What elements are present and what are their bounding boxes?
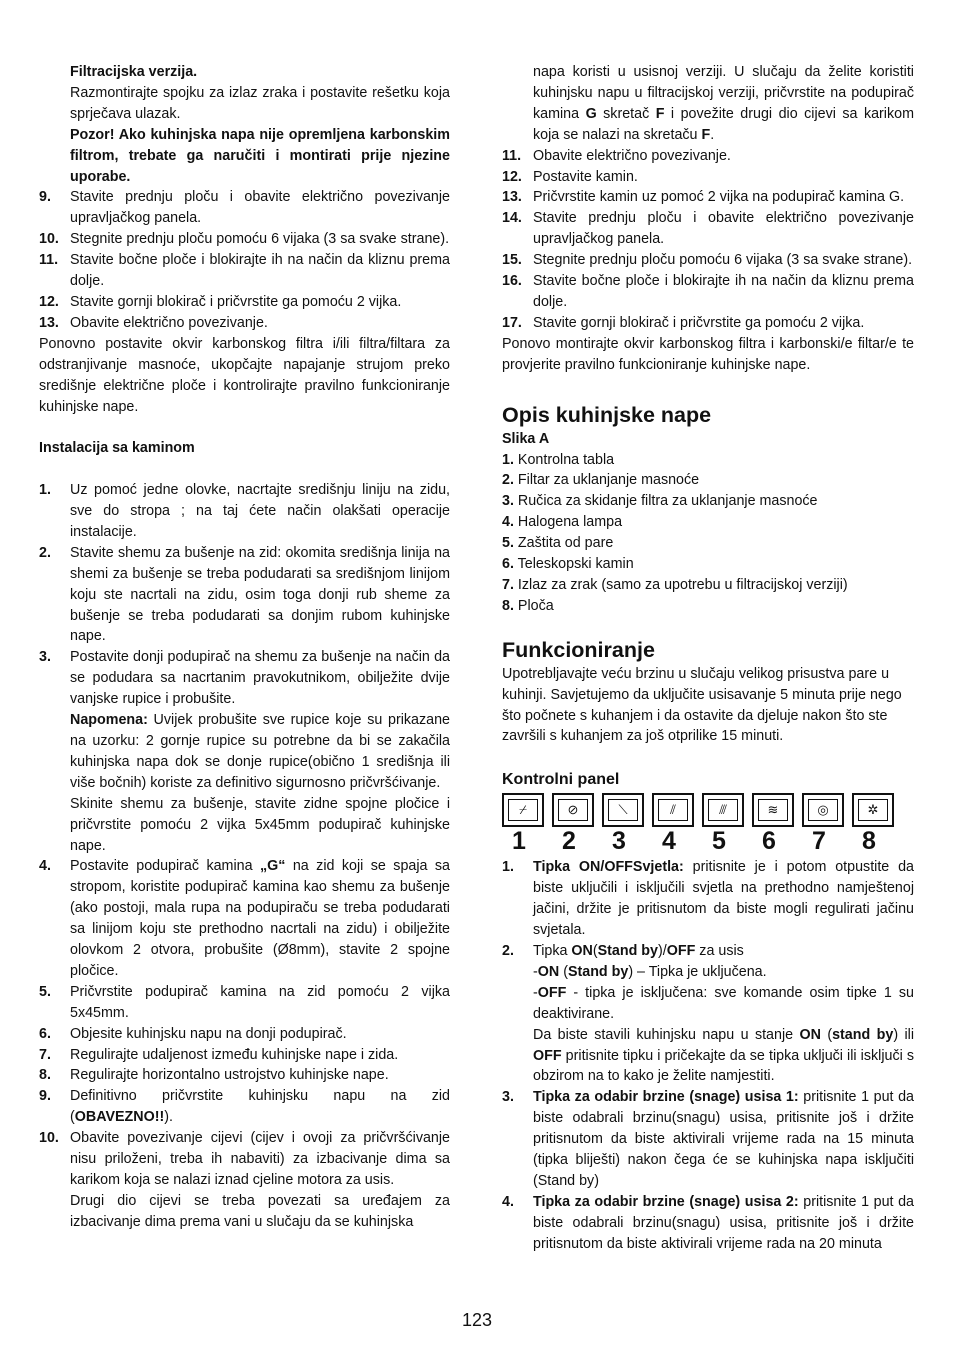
control-panel-buttons (502, 793, 914, 827)
list-item: 16. Stavite bočne ploče i blokirajte ih na način da kliznu prema dolje. (502, 273, 914, 310)
step-9: 9. Definitivno pričvrstite kuhinjsku napu na zid (OBAVEZNO!!). (39, 1088, 450, 1126)
light-icon: ⌿ (502, 793, 544, 827)
key-1: 1. Tipka ON/OFFSvjetla: pritisnite je i potom otpustite da biste uključili i isključili svjetla na prethodno namještenoj jačini, držite je pritisnutom da biste mogli regulirati jačinu svjetala. (502, 859, 914, 939)
page-number: 123 (461, 1310, 493, 1330)
list-item: 17. Stavite gornji blokirač i pričvrstite ga pomoću 2 vijka. (502, 314, 865, 331)
operation-title: Funkcioniranje (502, 637, 655, 662)
step-10-continued: Drugi dio cijevi se treba povezati sa uređajem za izbacivanje dima prema vani u slučaju da se kuhinjska (70, 1192, 450, 1230)
list-item: 2. Stavite shemu za bušenje na zid: okomita središnja linija na shemi za bušenje se treba podudarati sa središnjom linijom koju ste nacrtali na zidu, osim toga donji rub sheme za bušenje se treba podudarati sa donjim rubom kuhinjske nape. (39, 544, 450, 645)
paragraph-reinstall: Ponovno postavite okvir karbonskog filtra i/ili filtra/filtara za odstranjivanje masnoće, ukopčajte napajanje strujom preko središnje električne ploče i kontrolirajte pravilno funkcioniranje kuhinjske nape. (39, 335, 450, 415)
steps-list-a (39, 187, 450, 333)
list-item: 11. Stavite bočne ploče i blokirajte ih na način da kliznu prema dolje. (39, 252, 450, 290)
speed-4-icon: ≋ (752, 793, 794, 827)
list-item: 15. Stegnite prednju ploču pomoću 6 vijaka (3 sa svake strane). (502, 252, 913, 269)
key-2-off: -OFF - tipka je isključena: sve komande osim tipke 1 su deaktivirane. (533, 984, 914, 1022)
left-column (39, 62, 450, 1233)
list-item: 9. Stavite prednju ploču i obavite električno povezivanje upravljačkog panela. (39, 189, 450, 227)
list-item: 5. Pričvrstite podupirač kamina na zid pomoću 2 vijka 5x45mm. (39, 983, 450, 1021)
fan-icon: ✲ (852, 793, 894, 827)
right-column (502, 62, 914, 1255)
list-item: 1. Uz pomoć jedne olovke, nacrtajte središnju liniju na zidu, sve do stropa ; na taj ćete način olakšati operacije instalacije. (39, 482, 450, 540)
key-4: 4. Tipka za odabir brzine (snage) usisa 2: pritisnite 1 put da biste odabrali brzinu(snagu) usisa, pritisnite još i držite pritisnutom da biste aktivirali vrijeme rada na 20 minuta (502, 1193, 914, 1252)
list-item: 8. Regulirajte horizontalno ustrojstvo kuhinjske nape. (39, 1067, 389, 1084)
control-panel-title: Kontrolni panel (502, 771, 620, 789)
note-paragraph: Napomena: Uvijek probušite sve rupice koje su prikazane na uzorku: 2 gornje rupice su potrebne da bi se zakačila kuhinjska napa dok se donje rupice(obično 1 središnja ili više bočnih) koriste za definitivo sigurnosno pričvršćivanje. (70, 712, 450, 791)
panel-number: 8 (862, 827, 876, 856)
key-2-on: -ON (Stand by) – Tipka je uključena. (533, 963, 767, 980)
continued-paragraph: napa koristi u usisnoj verziji. U slučaju da želite koristiti kuhinjsku napu u filtracijskoj verziji, pričvrstite na podupirač kamina G skretač F i povežite drugi dio cijevi sa karikom koja se nalazi na skretaču F. (533, 64, 914, 143)
power-icon: ⊘ (552, 793, 594, 827)
list-item: 13. Obavite električno povezivanje. (39, 314, 268, 331)
panel-number: 7 (812, 827, 826, 856)
paragraph-remount: Ponovo montirajte okvir karbonskog filtra i karbonski/e filtar/e te provjerite pravilno funkcioniranje kuhinjske nape. (502, 335, 914, 373)
operation-text: Upotrebljavajte veću brzinu u slučaju velikog prisustva pare u kuhinji. Savjetujemo da uključite usisavanje 5 minuta prije nego što počnete s kuhanjem i da ostavite da djeluje nakon što ste završili s kuhanjem za još otprilike 15 minuti. (502, 665, 902, 745)
list-item: 12. Postavite kamin. (502, 168, 638, 185)
filtration-text: Razmontirajte spojku za izlaz zraka i postavite rešetku koja sprječava ulazak. (70, 84, 450, 122)
key-2-howto: Da biste stavili kuhinjsku napu u stanje ON (stand by) ili OFF pritisnite tipku i pričekajte da se tipka uključi ili isključi s obzirom na to kako je želite namjestiti. (533, 1026, 914, 1085)
part-item: 4. Halogena lampa (502, 514, 623, 531)
speed-3-icon: ⫻ (702, 793, 744, 827)
panel-number: 5 (712, 827, 726, 856)
panel-number: 3 (612, 827, 626, 856)
step-4: 4. Postavite podupirač kamina „G“ na zid koji se spaja sa stropom, koristite podupirač kamina kao shemu za bušenje (ako postoji, mala rupa na podupiraču se treba podudarati sa linijom koju ste prethodno nacrtali na zidu) i obilježite olovkom 2 otvora, probušite (Ø8mm), stavite 2 spojne pločice. (39, 858, 450, 979)
list-item: 3. Postavite donji podupirač na shemu za bušenje na način da se podudara sa nacrtanim pravokutnikom, obilježite dvije vanjske rupice i probušite. (39, 649, 450, 708)
panel-number: 2 (562, 827, 576, 856)
warning-text: Pozor! Ako kuhinjska napa nije opremljena karbonskim filtrom, trebate ga naručiti i montirati prije njezine uporabe. (70, 126, 450, 185)
part-item: 6. Teleskopski kamin (502, 556, 634, 573)
list-item: 13. Pričvrstite kamin uz pomoć 2 vijka na podupirač kamina G. (502, 189, 905, 206)
list-item: 10. Stegnite prednju ploču pomoću 6 vijaka (3 sa svake strane). (39, 231, 450, 248)
list-item: 12. Stavite gornji blokirač i pričvrstite ga pomoću 2 vijka. (39, 293, 402, 310)
part-item: 3. Ručica za skidanje filtra za uklanjanje masnoće (502, 493, 818, 510)
list-item: 6. Objesite kuhinjsku napu na donji podupirač. (39, 1025, 347, 1042)
part-item: 2. Filtar za uklanjanje masnoće (502, 472, 700, 489)
steps-list-c (39, 982, 450, 1087)
figure-label: Slika A (502, 430, 550, 447)
control-panel-numbers (502, 827, 914, 855)
panel-number: 1 (512, 827, 526, 856)
step-10: 10. Obavite povezivanje cijevi (cijev i ovoji za pričvršćivanje nisu priloženi, treba ih nabaviti) za izbacivanje dima sa karikom koja se nalazi iznad cjeline motora za usis. (39, 1130, 450, 1188)
list-item: 7. Regulirajte udaljenost između kuhinjske nape i zida. (39, 1046, 399, 1063)
key-2: 2. Tipka ON(Stand by)/OFF za usis (502, 943, 744, 959)
steps-list-b (39, 480, 450, 710)
part-item: 1. Kontrolna tabla (502, 451, 615, 468)
key-3: 3. Tipka za odabir brzine (snage) usisa 1: pritisnite 1 put da biste odabrali brzinu(snagu) usisa, pritisnite još i držite pritisnutom da biste aktivirali vrijeme rada na 15 minuta (tipka bliješti) nakon čega će se kuhinjska napa isključiti (Stand by) (502, 1089, 914, 1189)
part-item: 5. Zaštita od pare (502, 535, 614, 552)
remove-template-paragraph: Skinite shemu za bušenje, stavite zidne spojne pločice i pričvrstite pomoću 2 vijka 5x45mm podupirač kuhinjske nape. (70, 795, 450, 854)
steps-list-right (502, 146, 914, 334)
part-item: 7. Izlaz za zrak (samo za upotrebu u filtracijskoj verziji) (502, 576, 848, 593)
hood-description-title: Opis kuhinjske nape (502, 402, 712, 427)
speed-1-icon: ⟍ (602, 793, 644, 827)
timer-icon: ◎ (802, 793, 844, 827)
parts-list (502, 450, 914, 617)
panel-number: 4 (662, 827, 676, 856)
part-item: 8. Ploča (502, 597, 554, 614)
panel-number: 6 (762, 827, 776, 856)
chimney-install-title: Instalacija sa kaminom (39, 440, 195, 457)
filtration-title: Filtracijska verzija. (70, 64, 198, 80)
list-item: 14. Stavite prednju ploču i obavite električno povezivanje upravljačkog panela. (502, 210, 914, 248)
list-item: 11. Obavite električno povezivanje. (502, 147, 731, 164)
speed-2-icon: ⫽ (652, 793, 694, 827)
